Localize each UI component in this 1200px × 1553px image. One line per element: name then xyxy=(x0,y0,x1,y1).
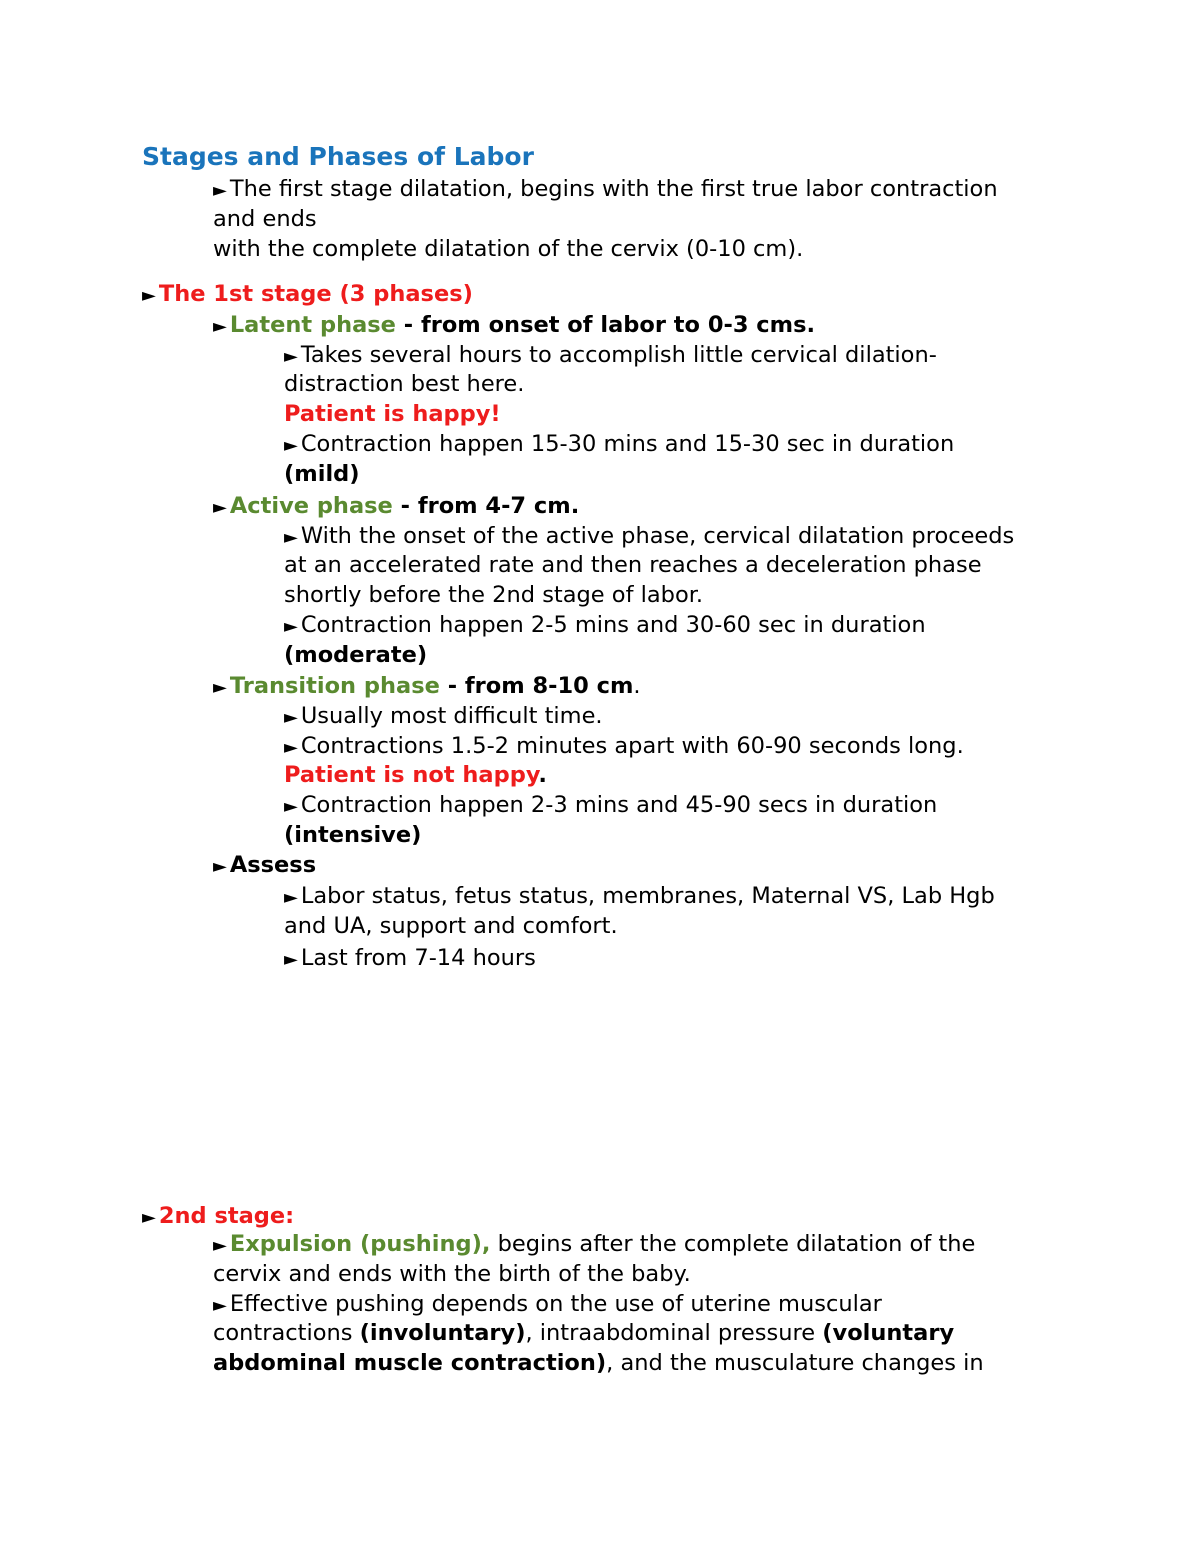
latent-bullet-1-line-2: distraction best here. xyxy=(284,371,525,397)
transition-phase-heading: ► Transition phase - from 8-10 cm. xyxy=(213,671,641,703)
transition-bullet-2: ► Contractions 1.5-2 minutes apart with 60-90 seconds long. xyxy=(284,731,964,763)
latent-phase-heading: ► Latent phase - from onset of labor to 0-3 cms. xyxy=(213,310,815,342)
stage1-heading: ► The 1st stage (3 phases) xyxy=(142,279,473,311)
transition-bullet-3-line-2: (intensive) xyxy=(284,822,422,848)
assess-bullet-1-line-2: and UA, support and comfort. xyxy=(284,913,618,939)
right-pointer-icon: ► xyxy=(213,1235,227,1256)
right-pointer-icon: ► xyxy=(213,677,227,698)
transition-patient-note: Patient is not happy. xyxy=(284,762,547,788)
intro-line-1: ► The first stage dilatation, begins with the first true labor contraction xyxy=(213,174,998,206)
right-pointer-icon: ► xyxy=(142,285,156,306)
active-bullet-1-line-3: shortly before the 2nd stage of labor. xyxy=(284,582,704,608)
latent-bullet-2-line-1: ► Contraction happen 15-30 mins and 15-30 sec in duration xyxy=(284,429,954,461)
active-bullet-2-line-2: (moderate) xyxy=(284,642,428,668)
right-pointer-icon: ► xyxy=(213,856,227,877)
pushing-line-2: contractions (involuntary), intraabdominal pressure (voluntary xyxy=(213,1320,955,1346)
active-bullet-2-line-1: ► Contraction happen 2-5 mins and 30-60 sec in duration xyxy=(284,610,926,642)
document-title: Stages and Phases of Labor xyxy=(142,142,534,171)
right-pointer-icon: ► xyxy=(284,737,298,758)
transition-bullet-3-line-1: ► Contraction happen 2-3 mins and 45-90 secs in duration xyxy=(284,790,937,822)
right-pointer-icon: ► xyxy=(284,796,298,817)
right-pointer-icon: ► xyxy=(284,435,298,456)
active-phase-heading: ► Active phase - from 4-7 cm. xyxy=(213,491,579,523)
right-pointer-icon: ► xyxy=(213,180,227,201)
right-pointer-icon: ► xyxy=(284,346,298,367)
intro-line-3: with the complete dilatation of the cervix (0-10 cm). xyxy=(213,236,804,262)
right-pointer-icon: ► xyxy=(284,527,298,548)
right-pointer-icon: ► xyxy=(213,1295,227,1316)
expulsion-line-1: ► Expulsion (pushing), begins after the complete dilatation of the xyxy=(213,1229,975,1261)
latent-bullet-1-line-1: ► Takes several hours to accomplish little cervical dilation- xyxy=(284,340,937,372)
active-bullet-1-line-1: ► With the onset of the active phase, cervical dilatation proceeds xyxy=(284,521,1014,553)
latent-bullet-2-line-2: (mild) xyxy=(284,461,360,487)
right-pointer-icon: ► xyxy=(213,497,227,518)
pushing-line-1: ► Effective pushing depends on the use of uterine muscular xyxy=(213,1289,882,1321)
right-pointer-icon: ► xyxy=(284,949,298,970)
right-pointer-icon: ► xyxy=(284,887,298,908)
pushing-line-3: abdominal muscle contraction), and the musculature changes in xyxy=(213,1350,984,1376)
right-pointer-icon: ► xyxy=(142,1207,156,1228)
intro-line-2: and ends xyxy=(213,206,317,232)
latent-patient-note: Patient is happy! xyxy=(284,401,501,427)
right-pointer-icon: ► xyxy=(284,707,298,728)
assess-bullet-2: ► Last from 7-14 hours xyxy=(284,943,536,975)
right-pointer-icon: ► xyxy=(284,616,298,637)
expulsion-line-2: cervix and ends with the birth of the baby. xyxy=(213,1261,691,1287)
active-bullet-1-line-2: at an accelerated rate and then reaches a deceleration phase xyxy=(284,552,982,578)
assess-heading: ► Assess xyxy=(213,850,316,882)
stage2-heading: ► 2nd stage: xyxy=(142,1201,294,1233)
transition-bullet-1: ► Usually most difficult time. xyxy=(284,701,603,733)
right-pointer-icon: ► xyxy=(213,316,227,337)
assess-bullet-1-line-1: ► Labor status, fetus status, membranes, Maternal VS, Lab Hgb xyxy=(284,881,995,913)
